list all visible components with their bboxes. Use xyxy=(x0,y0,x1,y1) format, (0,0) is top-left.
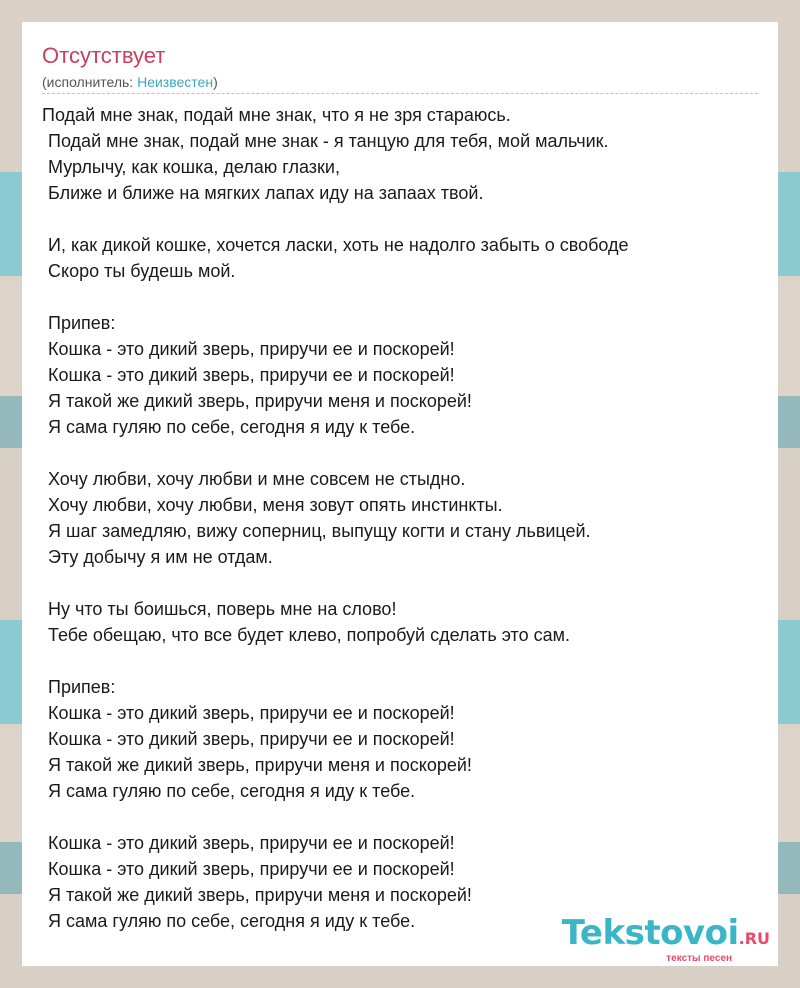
logo-tagline: тексты песен xyxy=(666,953,732,964)
lyric-line: Я шаг замедляю, вижу соперниц, выпущу когти и стану львицей. xyxy=(48,521,591,541)
lyric-line: Подай мне знак, подай мне знак - я танцую для тебя, мой мальчик. xyxy=(48,131,609,151)
logo-brand: Tekstovoi xyxy=(561,913,739,953)
artist-suffix: ) xyxy=(213,74,218,90)
lyric-line: Хочу любви, хочу любви, меня зовут опять инстинкты. xyxy=(48,495,503,515)
lyrics-body xyxy=(42,102,762,934)
lyric-line: Припев: xyxy=(48,313,116,333)
lyric-line: Я такой же дикий зверь, приручи меня и поскорей! xyxy=(48,885,472,905)
lyric-line: Хочу любви, хочу любви и мне совсем не стыдно. xyxy=(48,469,466,489)
lyric-line xyxy=(42,206,762,232)
lyric-line xyxy=(42,570,762,596)
lyric-line: Кошка - это дикий зверь, приручи ее и поскорей! xyxy=(48,703,455,723)
lyric-line: Я такой же дикий зверь, приручи меня и поскорей! xyxy=(48,755,472,775)
lyrics-card xyxy=(22,22,778,966)
title-divider xyxy=(42,93,758,94)
lyric-line: Ну что ты боишься, поверь мне на слово! xyxy=(48,599,397,619)
lyric-line: Подай мне знак, подай мне знак, что я не зря стараюсь. xyxy=(42,105,511,125)
artist-link[interactable]: Неизвестен xyxy=(137,74,214,90)
lyric-line: Я сама гуляю по себе, сегодня я иду к тебе. xyxy=(48,417,416,437)
lyric-line xyxy=(42,648,762,674)
lyric-line: Мурлычу, как кошка, делаю глазки, xyxy=(48,157,340,177)
lyric-line: Я сама гуляю по себе, сегодня я иду к тебе. xyxy=(48,911,416,931)
lyric-line: Кошка - это дикий зверь, приручи ее и поскорей! xyxy=(48,339,455,359)
lyric-line xyxy=(42,284,762,310)
lyric-line xyxy=(42,440,762,466)
lyric-line: Эту добычу я им не отдам. xyxy=(48,547,273,567)
lyric-line: Кошка - это дикий зверь, приручи ее и поскорей! xyxy=(48,833,455,853)
lyric-line: И, как дикой кошке, хочется ласки, хоть не надолго забыть о свободе xyxy=(48,235,629,255)
site-logo[interactable] xyxy=(562,915,770,964)
song-title: Отсутствует xyxy=(42,43,166,68)
lyric-line: Я сама гуляю по себе, сегодня я иду к тебе. xyxy=(48,781,416,801)
lyric-line: Кошка - это дикий зверь, приручи ее и поскорей! xyxy=(48,365,455,385)
artist-prefix: (исполнитель: xyxy=(42,74,138,90)
artist-line xyxy=(42,73,218,91)
lyric-line: Кошка - это дикий зверь, приручи ее и поскорей! xyxy=(48,859,455,879)
logo-tld: .RU xyxy=(738,929,770,948)
logo-wordmark xyxy=(562,915,770,957)
lyric-line: Я такой же дикий зверь, приручи меня и поскорей! xyxy=(48,391,472,411)
lyric-line xyxy=(42,804,762,830)
lyric-line: Ближе и ближе на мягких лапах иду на запаах твой. xyxy=(48,183,484,203)
lyric-line: Кошка - это дикий зверь, приручи ее и поскорей! xyxy=(48,729,455,749)
lyric-line: Скоро ты будешь мой. xyxy=(48,261,236,281)
lyric-line: Припев: xyxy=(48,677,116,697)
lyric-line: Тебе обещаю, что все будет клево, попробуй сделать это сам. xyxy=(48,625,570,645)
